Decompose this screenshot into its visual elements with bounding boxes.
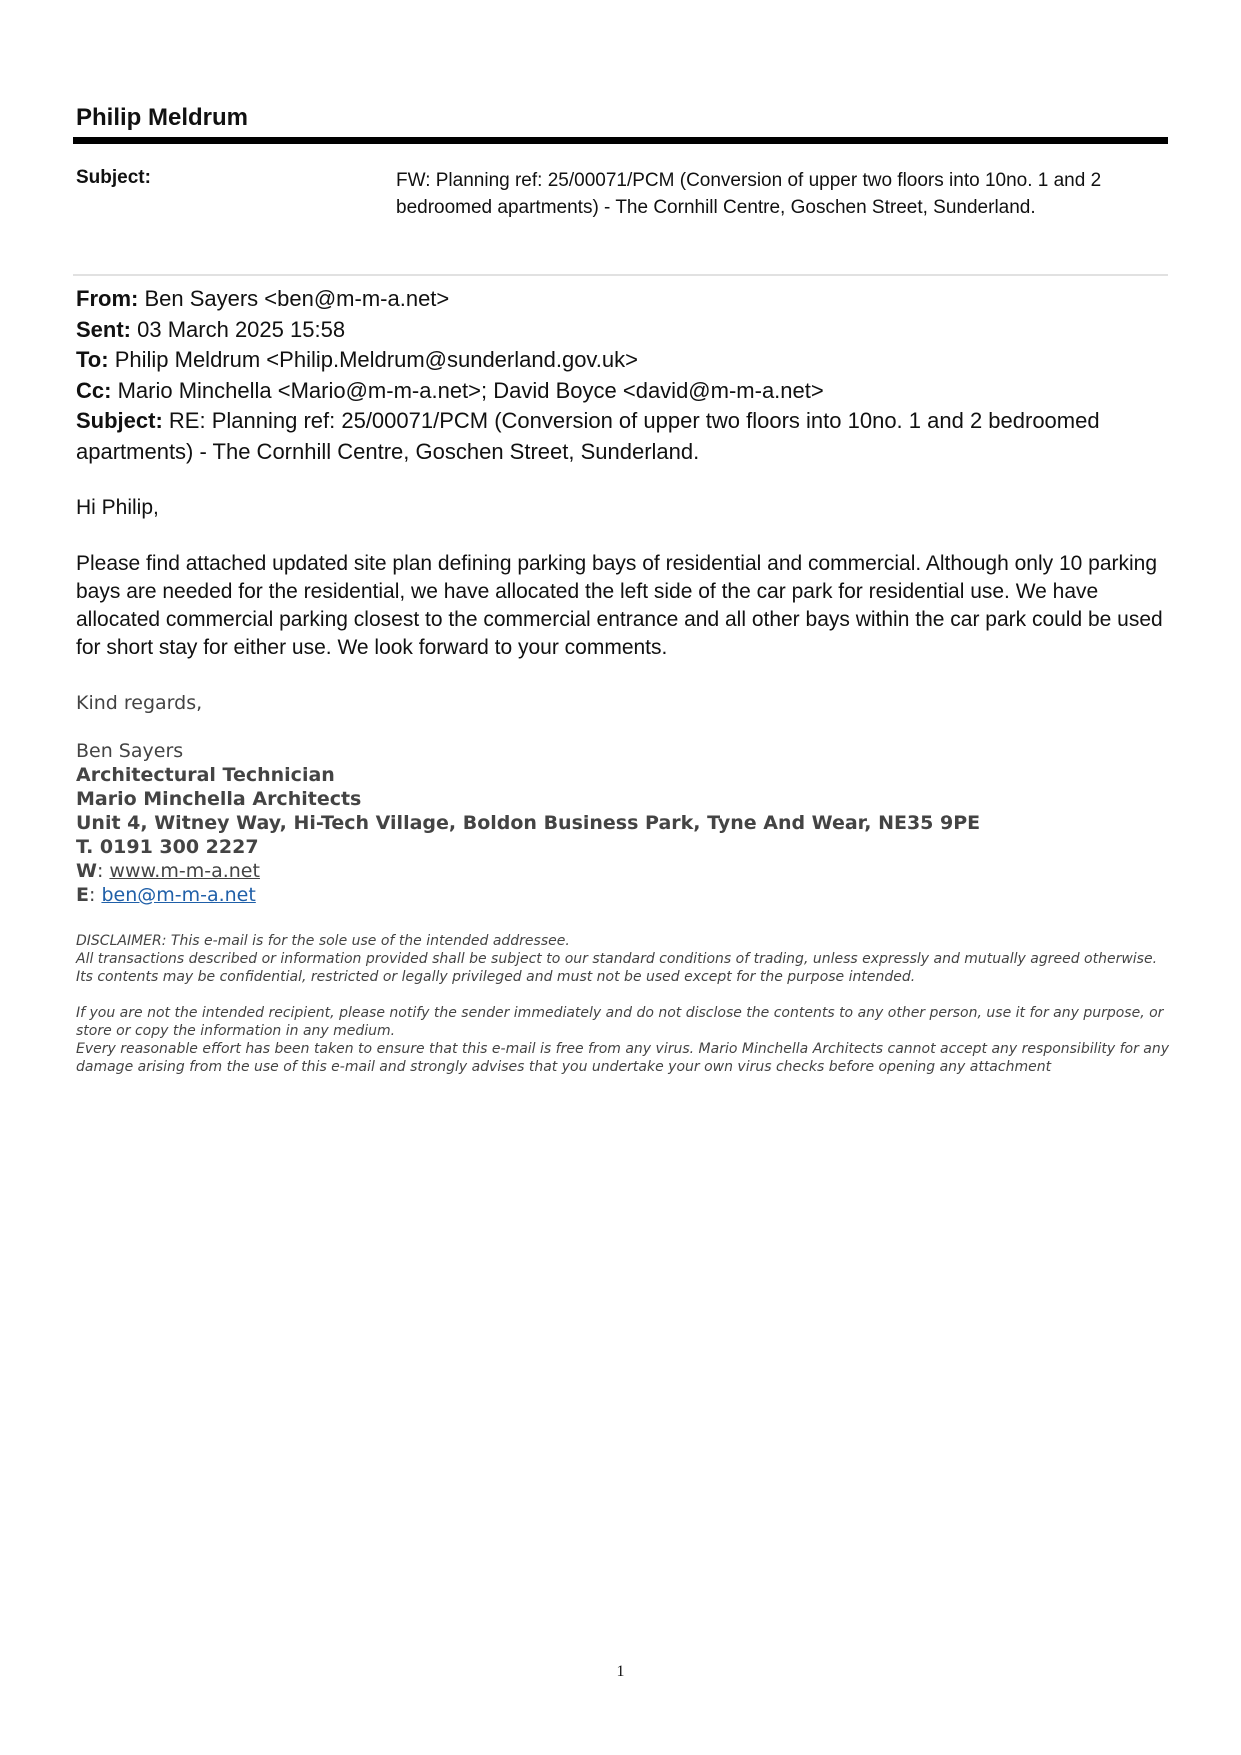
website-link[interactable]: www.m-m-a.net — [109, 860, 260, 882]
message-divider — [73, 274, 1168, 276]
print-subject-label: Subject: — [76, 167, 151, 188]
signature-address: Unit 4, Witney Way, Hi-Tech Village, Boldon Business Park, Tyne And Wear, NE35 9PE — [76, 812, 981, 834]
cc-label: Cc: — [76, 377, 112, 403]
subject-row — [76, 406, 1176, 467]
signature-title: Architectural Technician — [76, 764, 335, 786]
sent-label: Sent: — [76, 316, 131, 342]
email-label: E — [76, 884, 89, 906]
from-label: From: — [76, 286, 139, 311]
signature-phone: T. 0191 300 2227 — [76, 836, 259, 858]
signature-block — [76, 739, 1176, 907]
disclaimer-line: If you are not the intended recipient, please notify the sender immediately and do not disclose the contents to any other person, use it for any purpose, or store or copy the information in any medium. — [76, 1005, 1164, 1039]
email-link[interactable]: ben@m-m-a.net — [101, 884, 256, 906]
owner-name: Philip Meldrum — [76, 104, 249, 131]
cc-row — [76, 376, 1176, 407]
disclaimer-line: Its contents may be confidential, restricted or legally privileged and must not be used except for the purpose intended. — [76, 969, 916, 985]
sent-value: 03 March 2025 15:58 — [137, 316, 346, 342]
signature-name: Ben Sayers — [76, 740, 184, 762]
email-headers — [76, 284, 1176, 467]
header-divider — [73, 137, 1168, 144]
email-subject-value: RE: Planning ref: 25/00071/PCM (Conversion of upper two floors into 10no. 1 and 2 bedroomed apartments) - The Cornhill Centre, Goschen Street, Sunderland. — [76, 408, 1100, 464]
disclaimer-line: Every reasonable effort has been taken to ensure that this e-mail is free from any virus. Mario Minchella Architects cannot accept any responsibility for any damage arising from the use of this e-mail and strongly advises that you undertake your own virus checks before opening any attachment — [76, 1041, 1170, 1075]
to-label: To: — [76, 347, 109, 372]
print-subject-value: FW: Planning ref: 25/00071/PCM (Conversion of upper two floors into 10no. 1 and 2 bedroomed apartments) - The Cornhill Centre, Goschen Street, Sunderland. — [396, 170, 1102, 218]
from-value: Ben Sayers <ben@m-m-a.net> — [144, 286, 450, 311]
page-number: 1 — [616, 1663, 625, 1680]
from-row — [76, 284, 1176, 315]
sent-row — [76, 315, 1176, 346]
message-paragraph: Please find attached updated site plan defining parking bays of residential and commercial. Although only 10 parking bays are needed for the residential, we have allocated the left side of the car park for residential use. We have allocated commercial parking closest to the commercial entrance and all other bays within the car park could be used for short stay for either use. We look forward to your comments. — [76, 552, 1163, 659]
to-value: Philip Meldrum <Philip.Meldrum@sunderland.gov.uk> — [114, 347, 638, 372]
greeting: Hi Philip, — [76, 496, 159, 519]
web-label: W — [76, 860, 97, 882]
to-row — [76, 345, 1176, 376]
disclaimer — [76, 932, 1176, 1076]
signature-email-row: E: ben@m-m-a.net — [76, 884, 256, 906]
disclaimer-line: DISCLAIMER: This e-mail is for the sole use of the intended addressee. — [76, 933, 570, 949]
signature-company: Mario Minchella Architects — [76, 788, 362, 810]
email-subject-label: Subject: — [76, 408, 163, 433]
cc-value: Mario Minchella <Mario@m-m-a.net>; David Boyce <david@m-m-a.net> — [117, 377, 824, 403]
disclaimer-line: All transactions described or information provided shall be subject to our standard conditions of trading, unless expressly and mutually agreed otherwise. — [76, 951, 1158, 967]
closing: Kind regards, — [76, 692, 203, 714]
signature-web-row: W: www.m-m-a.net — [76, 860, 260, 882]
